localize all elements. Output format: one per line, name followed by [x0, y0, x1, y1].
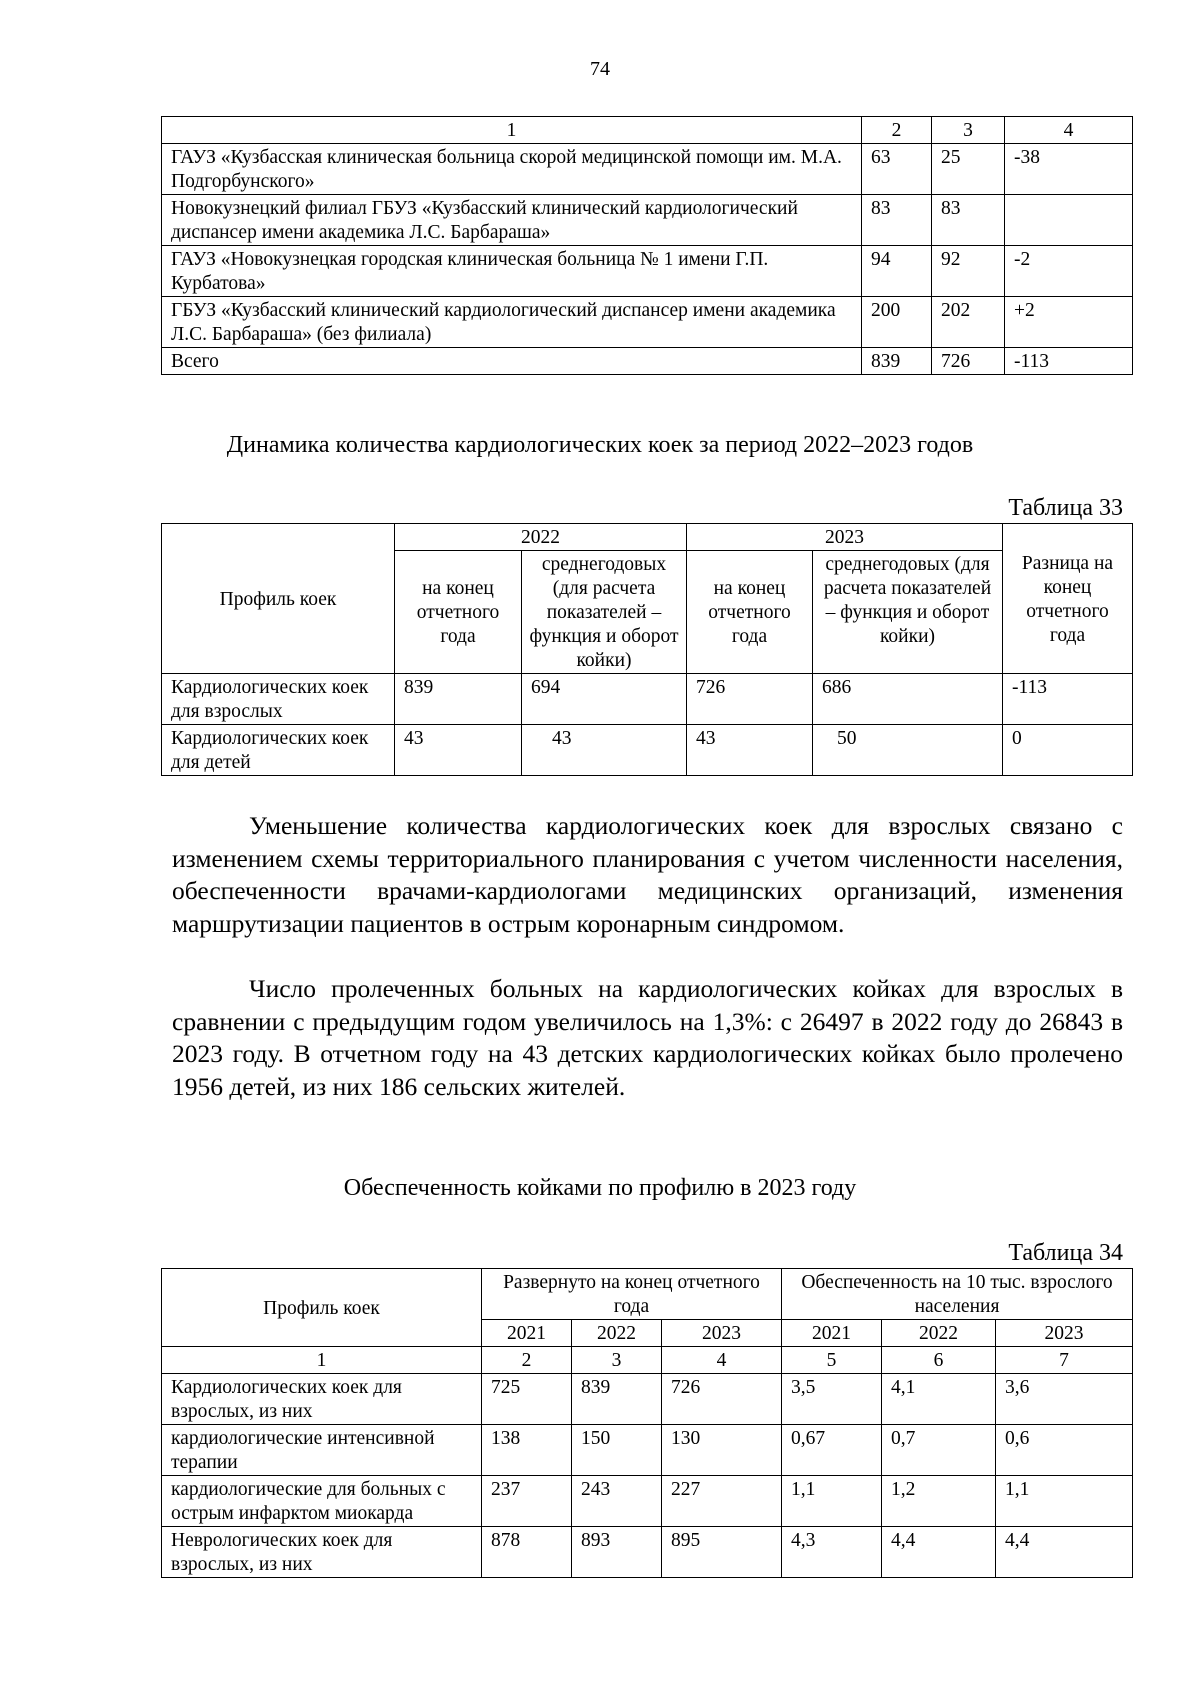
row-label: Новокузнецкий филиал ГБУЗ «Кузбасский клинический кардиологический диспансер имени академика Л.С. Барбараша»: [162, 195, 862, 246]
cell: [1005, 195, 1133, 246]
table-colnum-row: [162, 1347, 1133, 1374]
cell: 92: [932, 246, 1005, 297]
column-number: 5: [782, 1347, 882, 1374]
cell: -113: [1003, 674, 1133, 725]
header-profile: Профиль коек: [162, 524, 395, 674]
header-cell: 1: [162, 117, 862, 144]
cell: 202: [932, 297, 1005, 348]
cell: 694: [522, 674, 687, 725]
paragraph: Число пролеченных больных на кардиологических койках для взрослых в сравнении с предыдущим годом увеличилось на 1,3%: с 26497 в 2022 году до 26843 в 2023 году. В отчетном году на 43 детских кардиологических койках было пролечено 1956 детей, из них 186 сельских жителей.: [172, 974, 1123, 1101]
header-end-of-year: на конец отчетного года: [395, 551, 522, 674]
table34-caption: Обеспеченность койками по профилю в 2023 году: [343, 1175, 857, 1201]
cell: 83: [932, 195, 1005, 246]
page-number: 74: [590, 58, 610, 80]
table-total-row: [162, 348, 1133, 375]
cell: 200: [862, 297, 932, 348]
cell: -113: [1005, 348, 1133, 375]
cell: 43: [395, 725, 522, 776]
row-label: Кардиологических коек для взрослых: [162, 674, 395, 725]
header-year: 2022: [882, 1320, 996, 1347]
cell: 839: [862, 348, 932, 375]
cell: 0: [1003, 725, 1133, 776]
cell: 726: [932, 348, 1005, 375]
paragraph: Уменьшение количества кардиологических коек для взрослых связано с изменением схемы территориального планирования с учетом численности населения, обеспеченности врачами-кардиологами медицинских организаций, изменения маршрутизации пациентов в острым коронарным синдромом.: [172, 811, 1123, 938]
table-header-row: [162, 524, 1133, 551]
cell: 726: [687, 674, 813, 725]
cell: 243: [572, 1476, 662, 1527]
table-row: [162, 246, 1133, 297]
cell: 43: [522, 725, 687, 776]
cell: 1,1: [996, 1476, 1133, 1527]
table-row: [162, 297, 1133, 348]
hospital-beds-table: [161, 116, 1133, 375]
table-row: [162, 1425, 1133, 1476]
row-label: ГАУЗ «Новокузнецкая городская клиническая больница № 1 имени Г.П. Курбатова»: [162, 246, 862, 297]
header-cell: 4: [1005, 117, 1133, 144]
header-cell: 3: [932, 117, 1005, 144]
cell: 4,4: [882, 1527, 996, 1578]
header-year: 2023: [996, 1320, 1133, 1347]
header-year: 2021: [782, 1320, 882, 1347]
table-row: [162, 1527, 1133, 1578]
cell: 1,1: [782, 1476, 882, 1527]
header-cell: 2: [862, 117, 932, 144]
row-label: ГБУЗ «Кузбасский клинический кардиологический диспансер имени академика Л.С. Барбараша» (без филиала): [162, 297, 862, 348]
cell: 50: [813, 725, 1003, 776]
cell: 83: [862, 195, 932, 246]
cell: -2: [1005, 246, 1133, 297]
cell: 94: [862, 246, 932, 297]
cell: 43: [687, 725, 813, 776]
cell: 0,67: [782, 1425, 882, 1476]
table33-caption: Динамика количества кардиологических коек за период 2022–2023 годов: [226, 432, 974, 458]
row-label: ГАУЗ «Кузбасская клиническая больница скорой медицинской помощи им. М.А. Подгорбунского»: [162, 144, 862, 195]
cell: 725: [482, 1374, 572, 1425]
table-row: [162, 1374, 1133, 1425]
table-row: [162, 674, 1133, 725]
cell: 3,6: [996, 1374, 1133, 1425]
header-average: среднегодовых (для расчета показателей – функция и оборот койки): [813, 551, 1003, 674]
header-year: 2023: [687, 524, 1003, 551]
header-end-of-year: на конец отчетного года: [687, 551, 813, 674]
row-label: кардиологические интенсивной терапии: [162, 1425, 482, 1476]
table-row: [162, 144, 1133, 195]
header-difference: Разница на конец отчетного года: [1003, 524, 1133, 674]
table-header-row: [162, 117, 1133, 144]
table-row: [162, 1476, 1133, 1527]
row-label: Всего: [162, 348, 862, 375]
table34-label: Таблица 34: [1008, 1240, 1123, 1266]
header-profile: Профиль коек: [162, 1269, 482, 1347]
cell: +2: [1005, 297, 1133, 348]
header-group-provision: Обеспеченность на 10 тыс. взрослого населения: [782, 1269, 1133, 1320]
cell: 227: [662, 1476, 782, 1527]
cell: 4,1: [882, 1374, 996, 1425]
table-header-row: [162, 1269, 1133, 1320]
cell: 4,4: [996, 1527, 1133, 1578]
header-year: 2023: [662, 1320, 782, 1347]
cell: 878: [482, 1527, 572, 1578]
header-year: 2022: [395, 524, 687, 551]
cell: 4,3: [782, 1527, 882, 1578]
row-label: Кардиологических коек для детей: [162, 725, 395, 776]
cell: 893: [572, 1527, 662, 1578]
column-number: 4: [662, 1347, 782, 1374]
cell: 3,5: [782, 1374, 882, 1425]
cell: 895: [662, 1527, 782, 1578]
row-label: кардиологические для больных с острым инфарктом миокарда: [162, 1476, 482, 1527]
column-number: 2: [482, 1347, 572, 1374]
row-label: Кардиологических коек для взрослых, из них: [162, 1374, 482, 1425]
table-row: [162, 195, 1133, 246]
column-number: 6: [882, 1347, 996, 1374]
table-row: [162, 725, 1133, 776]
column-number: 1: [162, 1347, 482, 1374]
cell: 63: [862, 144, 932, 195]
header-year: 2022: [572, 1320, 662, 1347]
header-average: среднегодовых (для расчета показателей – функция и оборот койки): [522, 551, 687, 674]
cell: -38: [1005, 144, 1133, 195]
cell: 138: [482, 1425, 572, 1476]
cell: 25: [932, 144, 1005, 195]
table33-label: Таблица 33: [1008, 495, 1123, 521]
cell: 150: [572, 1425, 662, 1476]
cell: 839: [395, 674, 522, 725]
cell: 686: [813, 674, 1003, 725]
cell: 1,2: [882, 1476, 996, 1527]
header-year: 2021: [482, 1320, 572, 1347]
column-number: 7: [996, 1347, 1133, 1374]
cell: 130: [662, 1425, 782, 1476]
cell: 839: [572, 1374, 662, 1425]
row-label: Неврологических коек для взрослых, из них: [162, 1527, 482, 1578]
header-group-deployed: Развернуто на конец отчетного года: [482, 1269, 782, 1320]
cell: 0,7: [882, 1425, 996, 1476]
cell: 0,6: [996, 1425, 1133, 1476]
cell: 237: [482, 1476, 572, 1527]
column-number: 3: [572, 1347, 662, 1374]
table-34: [161, 1268, 1133, 1578]
cell: 726: [662, 1374, 782, 1425]
table-33: [161, 523, 1133, 776]
